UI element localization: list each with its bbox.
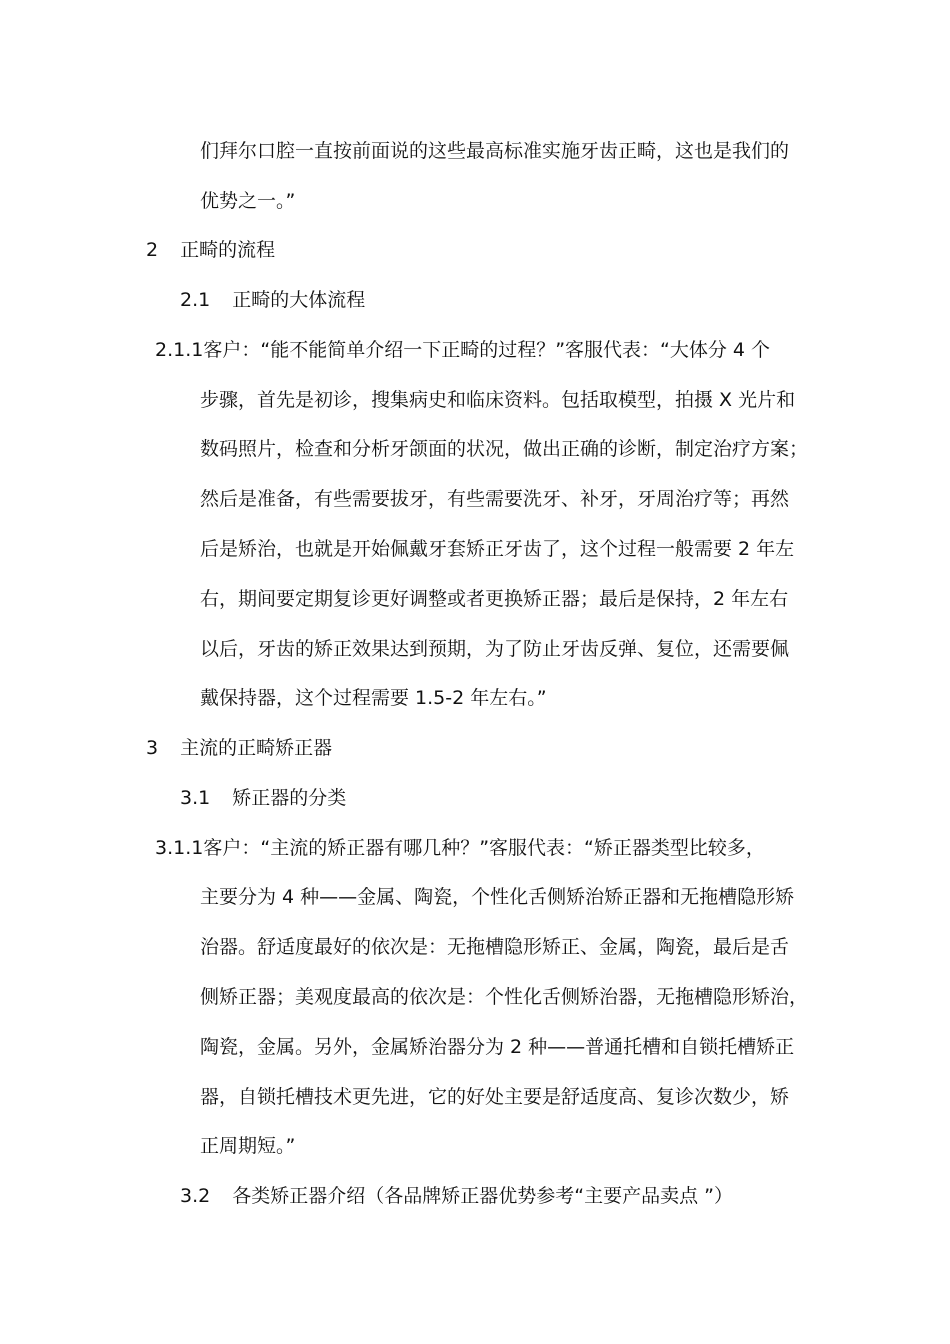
paragraph-line: 主要分为 4 种——金属、陶瓷，个性化舌侧矫治矫正器和无拖槽隐形矫 bbox=[200, 886, 795, 908]
paragraph-line: 正周期短。” bbox=[200, 1135, 296, 1157]
paragraph-line: 客户：“主流的矫正器有哪几种？”客服代表：“矫正器类型比较多， bbox=[203, 837, 765, 859]
paragraph-line: 器，自锁托槽技术更先进，它的好处主要是舒适度高、复诊次数少，矫 bbox=[200, 1086, 790, 1108]
paragraph-line: 数码照片，检查和分析牙颌面的状况，做出正确的诊断，制定治疗方案； bbox=[200, 438, 809, 460]
paragraph-line: 以后，牙齿的矫正效果达到预期，为了防止牙齿反弹、复位，还需要佩 bbox=[200, 638, 790, 660]
paragraph-line: 陶瓷，金属。另外，金属矫治器分为 2 种——普通托槽和自锁托槽矫正 bbox=[200, 1036, 795, 1058]
item-number: 3.1.1 bbox=[155, 837, 204, 859]
subsection-title: 各类矫正器介绍（各品牌矫正器优势参考“主要产品卖点 ”） bbox=[232, 1185, 733, 1207]
section-title: 正畸的流程 bbox=[180, 239, 276, 261]
paragraph-line: 步骤，首先是初诊，搜集病史和临床资料。包括取模型，拍摄 X 光片和 bbox=[200, 389, 796, 411]
section-title: 主流的正畸矫正器 bbox=[180, 737, 333, 759]
paragraph-line: 右，期间要定期复诊更好调整或者更换矫正器；最后是保持，2 年左右 bbox=[200, 588, 789, 610]
subsection-heading bbox=[180, 785, 346, 811]
subsection-heading bbox=[180, 287, 365, 313]
subsection-heading bbox=[180, 1183, 733, 1209]
subsection-number: 3.2 bbox=[180, 1185, 211, 1207]
paragraph-line: 们拜尔口腔一直按前面说的这些最高标准实施牙齿正畸，这也是我们的 bbox=[200, 140, 790, 162]
subsection-title: 矫正器的分类 bbox=[232, 787, 347, 809]
paragraph-line: 后是矫治，也就是开始佩戴牙套矫正牙齿了，这个过程一般需要 2 年左 bbox=[200, 538, 795, 560]
paragraph-line: 治器。舒适度最好的依次是：无拖槽隐形矫正、金属，陶瓷，最后是舌 bbox=[200, 936, 790, 958]
paragraph-line: 优势之一。” bbox=[200, 190, 296, 212]
item-first-line bbox=[155, 337, 770, 363]
section-number: 3 bbox=[146, 737, 159, 759]
section-heading bbox=[146, 735, 332, 761]
paragraph-line: 侧矫正器；美观度最高的依次是：个性化舌侧矫治器，无拖槽隐形矫治， bbox=[200, 986, 809, 1008]
paragraph-line: 然后是准备，有些需要拔牙，有些需要洗牙、补牙，牙周治疗等；再然 bbox=[200, 488, 790, 510]
item-number: 2.1.1 bbox=[155, 339, 204, 361]
subsection-number: 2.1 bbox=[180, 289, 211, 311]
subsection-number: 3.1 bbox=[180, 787, 211, 809]
section-heading bbox=[146, 237, 275, 263]
subsection-title: 正畸的大体流程 bbox=[232, 289, 366, 311]
item-first-line bbox=[155, 835, 765, 861]
section-number: 2 bbox=[146, 239, 159, 261]
paragraph-line: 客户：“能不能简单介绍一下正畸的过程？”客服代表：“大体分 4 个 bbox=[203, 339, 771, 361]
paragraph-line: 戴保持器，这个过程需要 1.5-2 年左右。” bbox=[200, 687, 547, 709]
